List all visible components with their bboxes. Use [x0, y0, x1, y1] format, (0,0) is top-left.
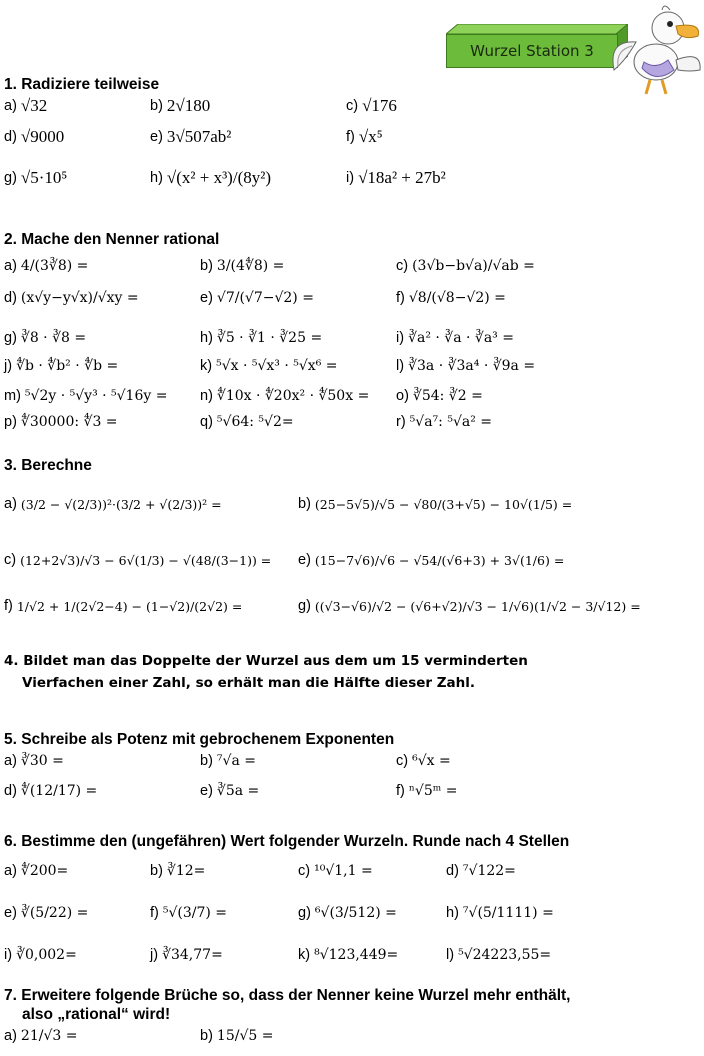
item-expr: (x√y−y√x)/√xy = [20, 290, 139, 306]
item-expr: √5·10⁵ [20, 168, 68, 187]
item-label: k) [200, 358, 213, 374]
item-expr: √32 [20, 96, 48, 115]
item-expr: ∜200= [20, 863, 69, 879]
item-expr: √176 [362, 96, 397, 115]
s1-item-i [346, 168, 446, 188]
item-expr: ∛5 · ∛1 · ∛25 = [216, 330, 323, 346]
item-expr: ⁵√2y · ⁵√y³ · ⁵√16y = [24, 388, 168, 404]
s3-item-2 [4, 552, 271, 568]
s3-item-4 [4, 598, 242, 614]
s2-item-10 [200, 358, 338, 374]
item-label: d) [4, 129, 17, 145]
item-label: j) [4, 358, 13, 374]
s2-item-14 [396, 388, 483, 404]
section-4-line-1: 4. Bildet man das Doppelte der Wurzel aus dem um 15 verminderten [4, 653, 528, 669]
item-expr: ⁸√123,449= [314, 947, 399, 963]
s3-item-0 [4, 496, 222, 512]
s5-item-0 [4, 753, 64, 769]
s2-item-9 [4, 358, 118, 374]
section-1-title: 1. Radiziere teilweise [4, 76, 160, 93]
item-expr: √7/(√7−√2) = [216, 290, 314, 306]
s6-item-7 [446, 905, 554, 921]
s2-item-1 [200, 258, 284, 274]
item-label: a) [4, 753, 17, 769]
item-label: c) [298, 863, 311, 879]
item-expr: ∛54: ∛2 = [412, 388, 483, 404]
s6-item-1 [150, 863, 205, 879]
item-expr: ⁶√x = [412, 753, 451, 769]
s2-item-8 [396, 330, 514, 346]
item-label: a) [4, 863, 17, 879]
item-expr: ∛8 · ∛8 = [20, 330, 87, 346]
s1-item-h [150, 168, 271, 188]
item-label: e) [4, 905, 17, 921]
item-label: r) [396, 414, 406, 430]
item-expr: √(x² + x³)/(8y²) [166, 168, 271, 187]
s6-item-10 [298, 947, 398, 963]
item-expr: ∛0,002= [16, 947, 77, 963]
item-label: l) [446, 947, 455, 963]
item-label: g) [298, 598, 311, 614]
item-expr: ∛a² · ∛a · ∛a³ = [408, 330, 514, 346]
item-label: j) [150, 947, 159, 963]
item-label: d) [4, 783, 17, 799]
duck-mascot-icon [606, 0, 704, 96]
s2-item-13 [200, 388, 369, 404]
item-label: g) [298, 905, 311, 921]
item-expr: 3√507ab² [166, 127, 232, 146]
s2-item-3 [4, 290, 139, 306]
item-expr: ⁷√(5/1111) = [462, 905, 554, 921]
item-label: a) [4, 258, 17, 274]
item-expr: 4/(3∛8) = [20, 258, 89, 274]
s2-item-0 [4, 258, 88, 274]
s2-item-5 [396, 290, 506, 306]
item-label: n) [200, 388, 213, 404]
item-expr: √8/(√8−√2) = [408, 290, 506, 306]
s2-item-11 [396, 358, 535, 374]
item-expr: ⁷√a = [216, 753, 256, 769]
item-expr: √18a² + 27b² [358, 168, 446, 187]
s6-item-3 [446, 863, 516, 879]
section-2-title: 2. Mache den Nenner rational [4, 231, 220, 248]
item-expr: ¹⁰√1,1 = [314, 863, 373, 879]
item-expr: 3/(4∜8) = [216, 258, 285, 274]
item-expr: ⁵√64: ⁵√2= [216, 414, 294, 430]
item-label: i) [396, 330, 405, 346]
item-expr: 21/√3 = [20, 1028, 78, 1044]
item-label: o) [396, 388, 409, 404]
item-label: e) [298, 552, 311, 568]
item-expr: √x⁵ [358, 127, 383, 146]
s5-item-2 [396, 753, 451, 769]
item-label: g) [4, 170, 17, 186]
item-expr: (25−5√5)/√5 − √80/(3+√5) − 10√(1/5) = [314, 496, 573, 512]
item-expr: ∜(12/17) = [20, 783, 98, 799]
item-label: i) [4, 947, 13, 963]
item-label: h) [150, 170, 163, 186]
s6-item-6 [298, 905, 397, 921]
item-label: c) [4, 552, 17, 568]
item-expr: ⁶√(3/512) = [314, 905, 397, 921]
item-label: a) [4, 496, 17, 512]
item-expr: (3/2 − √(2/3))²·(3/2 + √(2/3))² = [20, 496, 222, 512]
item-expr: ⁵√24223,55= [458, 947, 552, 963]
item-expr: (15−7√6)/√6 − √54/(√6+3) + 3√(1/6) = [314, 552, 565, 568]
item-expr: ∜10x · ∜20x² · ∜50x = [216, 388, 370, 404]
s6-item-4 [4, 905, 88, 921]
item-expr: √9000 [20, 127, 65, 146]
item-label: g) [4, 330, 17, 346]
s2-item-4 [200, 290, 314, 306]
item-label: f) [4, 598, 13, 614]
item-label: e) [150, 129, 163, 145]
section-7-title-line-2: also „rational“ wird! [22, 1006, 171, 1023]
item-expr: (12+2√3)/√3 − 6√(1/3) − √(48/(3−1)) = [20, 552, 272, 568]
s1-item-c [346, 96, 397, 116]
s5-item-1 [200, 753, 256, 769]
item-expr: ∛12= [166, 863, 206, 879]
s5-item-3 [4, 783, 97, 799]
item-expr: ∜30000: ∜3 = [20, 414, 118, 430]
s1-item-a [4, 96, 47, 116]
s6-item-0 [4, 863, 68, 879]
item-label: q) [200, 414, 213, 430]
section-6-title: 6. Bestimme den (ungefähren) Wert folgender Wurzeln. Runde nach 4 Stellen [4, 833, 570, 850]
s5-item-4 [200, 783, 259, 799]
item-label: h) [200, 330, 213, 346]
item-label: f) [396, 290, 405, 306]
s2-item-7 [200, 330, 322, 346]
item-label: a) [4, 98, 17, 114]
item-expr: ⁷√122= [462, 863, 516, 879]
item-expr: ⁵√a⁷: ⁵√a² = [409, 414, 493, 430]
item-expr: ((√3−√6)/√2 − (√6+√2)/√3 − 1/√6)(1/√2 − 3/√12) = [314, 598, 641, 614]
item-label: d) [4, 290, 17, 306]
item-label: f) [396, 783, 405, 799]
s2-item-16 [200, 414, 294, 430]
s6-item-9 [150, 947, 223, 963]
item-label: f) [346, 129, 355, 145]
s2-item-17 [396, 414, 492, 430]
station-banner [446, 24, 628, 68]
item-label: b) [298, 496, 311, 512]
item-expr: 15/√5 = [216, 1028, 274, 1044]
s2-item-6 [4, 330, 86, 346]
item-expr: ∜b · ∜b² · ∜b = [16, 358, 119, 374]
s7-item-1 [200, 1028, 273, 1044]
item-label: b) [150, 98, 163, 114]
item-label: c) [396, 258, 409, 274]
s1-item-f [346, 127, 383, 147]
section-4-line-2: Vierfachen einer Zahl, so erhält man die Hälfte dieser Zahl. [22, 675, 476, 691]
s1-item-g [4, 168, 67, 188]
s2-item-2 [396, 258, 535, 274]
item-label: l) [396, 358, 405, 374]
item-expr: ∛30 = [20, 753, 64, 769]
item-label: b) [200, 1028, 213, 1044]
section-7-title-line-1: 7. Erweitere folgende Brüche so, dass der Nenner keine Wurzel mehr enthält, [4, 987, 571, 1004]
item-expr: ∛5a = [216, 783, 260, 799]
item-label: k) [298, 947, 311, 963]
s7-item-0 [4, 1028, 77, 1044]
item-label: p) [4, 414, 17, 430]
item-label: b) [150, 863, 163, 879]
item-label: m) [4, 388, 21, 404]
section-5-title: 5. Schreibe als Potenz mit gebrochenem Exponenten [4, 731, 395, 748]
item-label: d) [446, 863, 459, 879]
item-expr: ⁵√x · ⁵√x³ · ⁵√x⁶ = [216, 358, 338, 374]
s2-item-15 [4, 414, 118, 430]
item-label: b) [200, 753, 213, 769]
item-label: h) [446, 905, 459, 921]
s3-item-3 [298, 552, 564, 568]
s6-item-11 [446, 947, 551, 963]
s1-item-d [4, 127, 64, 147]
section-3-title: 3. Berechne [4, 457, 92, 474]
item-label: f) [150, 905, 159, 921]
item-label: c) [346, 98, 359, 114]
station-title: Wurzel Station 3 [446, 34, 618, 68]
item-expr: ⁵√(3/7) = [162, 905, 228, 921]
s6-item-2 [298, 863, 373, 879]
item-label: b) [200, 258, 213, 274]
s2-item-12 [4, 388, 167, 404]
item-label: c) [396, 753, 409, 769]
item-expr: ∛34,77= [162, 947, 223, 963]
s1-item-b [150, 96, 210, 116]
item-expr: ⁿ√5ᵐ = [408, 783, 458, 799]
s5-item-5 [396, 783, 458, 799]
item-label: a) [4, 1028, 17, 1044]
item-expr: 2√180 [166, 96, 211, 115]
item-expr: ∛3a · ∛3a⁴ · ∛9a = [408, 358, 536, 374]
s6-item-8 [4, 947, 77, 963]
item-expr: (3√b−b√a)/√ab = [412, 258, 535, 274]
item-expr: 1/√2 + 1/(2√2−4) − (1−√2)/(2√2) = [16, 598, 243, 614]
s6-item-5 [150, 905, 227, 921]
item-label: e) [200, 290, 213, 306]
item-label: e) [200, 783, 213, 799]
item-expr: ∛(5/22) = [20, 905, 89, 921]
s1-item-e [150, 127, 231, 147]
item-label: i) [346, 170, 355, 186]
s3-item-1 [298, 496, 572, 512]
s3-item-5 [298, 598, 641, 614]
